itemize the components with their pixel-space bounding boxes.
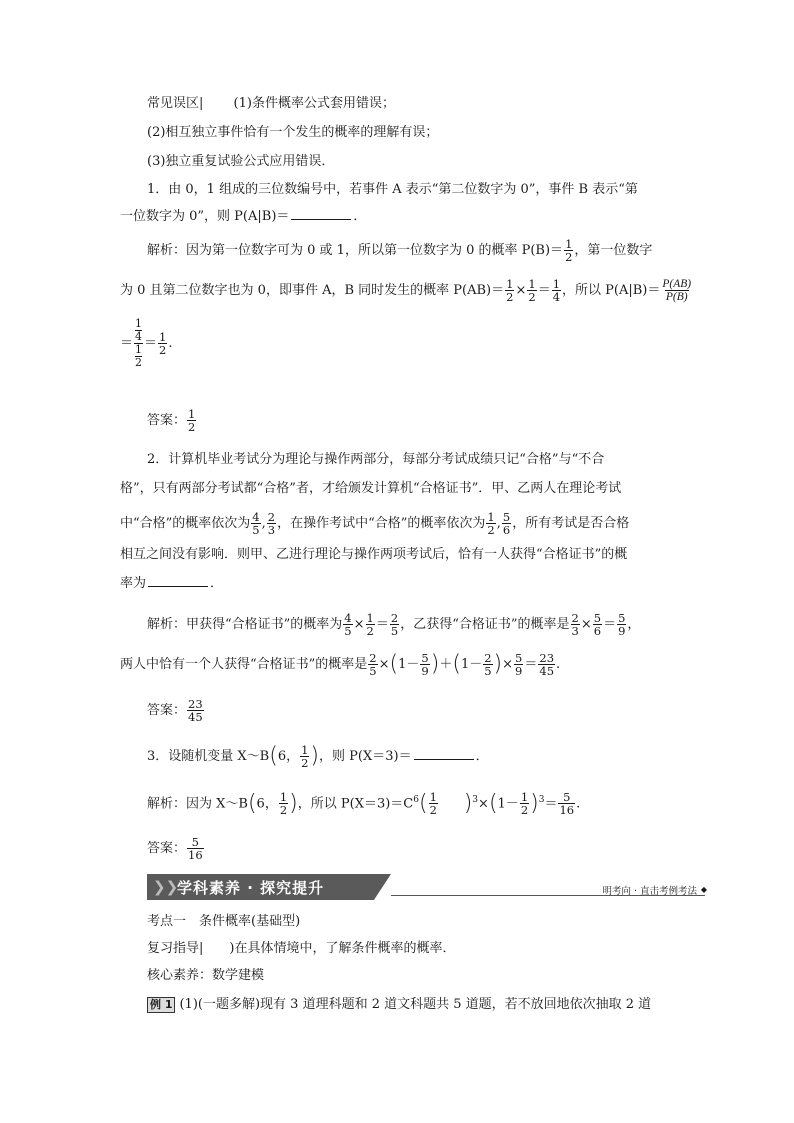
q2-answer: 答案： $\frac{23}{45}$ — [147, 697, 203, 724]
section-banner — [147, 874, 707, 900]
q2-line-3: 中“合格”的概率依次为 $\frac{4}{5}$ , $\frac{2}{3}$ ，在操作考试中“合格”的概率依次为 $\frac{1}{2}$ , $\frac{5}{6}$ ，所有考试是否合格 — [120, 510, 630, 537]
example-tag: 例 1 — [147, 997, 175, 1013]
q1-line-2: 一位数字为 0”，则 P(A|B)＝ ． — [120, 209, 367, 224]
chevron-icon: ❯❯ — [153, 878, 179, 896]
q2-line-4: 相互之间没有影响．则甲、乙进行理论与操作两项考试后，恰有一人获得“合格证书”的概 — [120, 547, 628, 562]
q1-solution-line-3: ＝ 1 4 1 2 ＝ 1 2 . — [120, 317, 173, 369]
q3-solution: 解析：因为 X～B(6， $\frac{1}{2}$ )，所以 $P(X=3)=C^6$( $\frac{1}{2}$ )$^3$×(1－ $\frac{1}{2}$ )$^3$＝ $\frac{5}{16}$ . — [147, 790, 581, 818]
q2-solution-line-1: 解析：甲获得“合格证书”的概率为 $\frac{4}{5}$ × $\frac{1}{2}$ ＝ $\frac{2}{5}$ ，乙获得“合格证书”的概率是 $\frac{2}{3}$ × $\frac{5}{6}$ ＝ $\frac{5}{9}$ ， — [147, 611, 641, 638]
banner-subtitle: 明考向 · 直击考例考法 — [602, 886, 697, 897]
q1-solution-line-1: 解析：因为第一位数字可为 0 或 1，所以第一位数字为 0 的概率 P(B)＝ $\frac{1}{2}$ ，第一位数字 — [147, 237, 653, 264]
topic-heading: 考点一 条件概率(基础型) — [147, 914, 301, 929]
answer-blank — [148, 574, 208, 587]
q1-solution-line-2: 为 0 且第二位数字也为 0，即事件 A，B 同时发生的概率 P(AB)＝ $\frac{1}{2}$ × $\frac{1}{2}$ ＝ $\frac{1}{4}$ ，所以 P(A|B)＝ $\frac{P(AB)}{P(B)}$ — [120, 277, 692, 304]
example-1-line — [147, 995, 651, 1015]
q2-line-2: 格”，只有两部分考试都“合格”者，才给颁发计算机“合格证书”．甲、乙两人在理论考试 — [120, 481, 622, 496]
q2-line-1: 2．计算机毕业考试分为理论与操作两部分，每部分考试成绩只记“合格”与“不合 — [147, 452, 605, 467]
banner-title: 学科素养 · 探究提升 — [177, 879, 325, 897]
q1-answer: 答案： $\frac{1}{2}$ — [147, 407, 196, 434]
fraction: $\frac{P(AB)}{P(B)}$ — [662, 278, 692, 303]
q2-line-5: 率为 ． — [120, 576, 224, 591]
core-literacy: 核心素养：数学建模 — [147, 968, 265, 983]
q2-solution-line-2: 两人中恰有一个人获得“合格证书”的概率是 $\frac{2}{5}$ ×(1－ $\frac{5}{9}$ )＋(1－ $\frac{2}{5}$ )× $\frac{5}{9}$ ＝ $\frac{23}{45}$ . — [120, 651, 561, 678]
errors-item-1: (1)条件概率公式套用错误； — [233, 96, 395, 111]
errors-heading-line: 常见误区| (1)条件概率公式套用错误； — [147, 96, 395, 111]
errors-item-2: (2)相互独立事件恰有一个发生的概率的理解有误； — [147, 125, 439, 140]
answer-blank — [291, 207, 351, 220]
errors-item-3: (3)独立重复试验公式应用错误． — [147, 154, 335, 169]
diamond-icon: ◆ — [700, 885, 707, 894]
example-text: (1)(一题多解)现有 3 道理科题和 2 道文科题共 5 道题，若不放回地依次抽取 2 道 — [179, 997, 652, 1012]
q1-line-1: 1．由 0，1 组成的三位数编号中，若事件 A 表示“第二位数字为 0”，事件 B 表示“第 — [147, 182, 638, 197]
review-guide: 复习指导| )在具体情境中，了解条件概率的概率． — [147, 941, 456, 956]
answer-blank — [414, 747, 474, 760]
errors-heading: 常见误区 — [147, 96, 200, 111]
q3-answer: 答案： $\frac{5}{16}$ — [147, 835, 203, 862]
fraction: $\frac{1}{2}$ — [565, 237, 573, 264]
q3-line: 3．设随机变量 X～B(6， $\frac{1}{2}$ )，则 P(X＝3)＝ ． — [147, 743, 489, 770]
